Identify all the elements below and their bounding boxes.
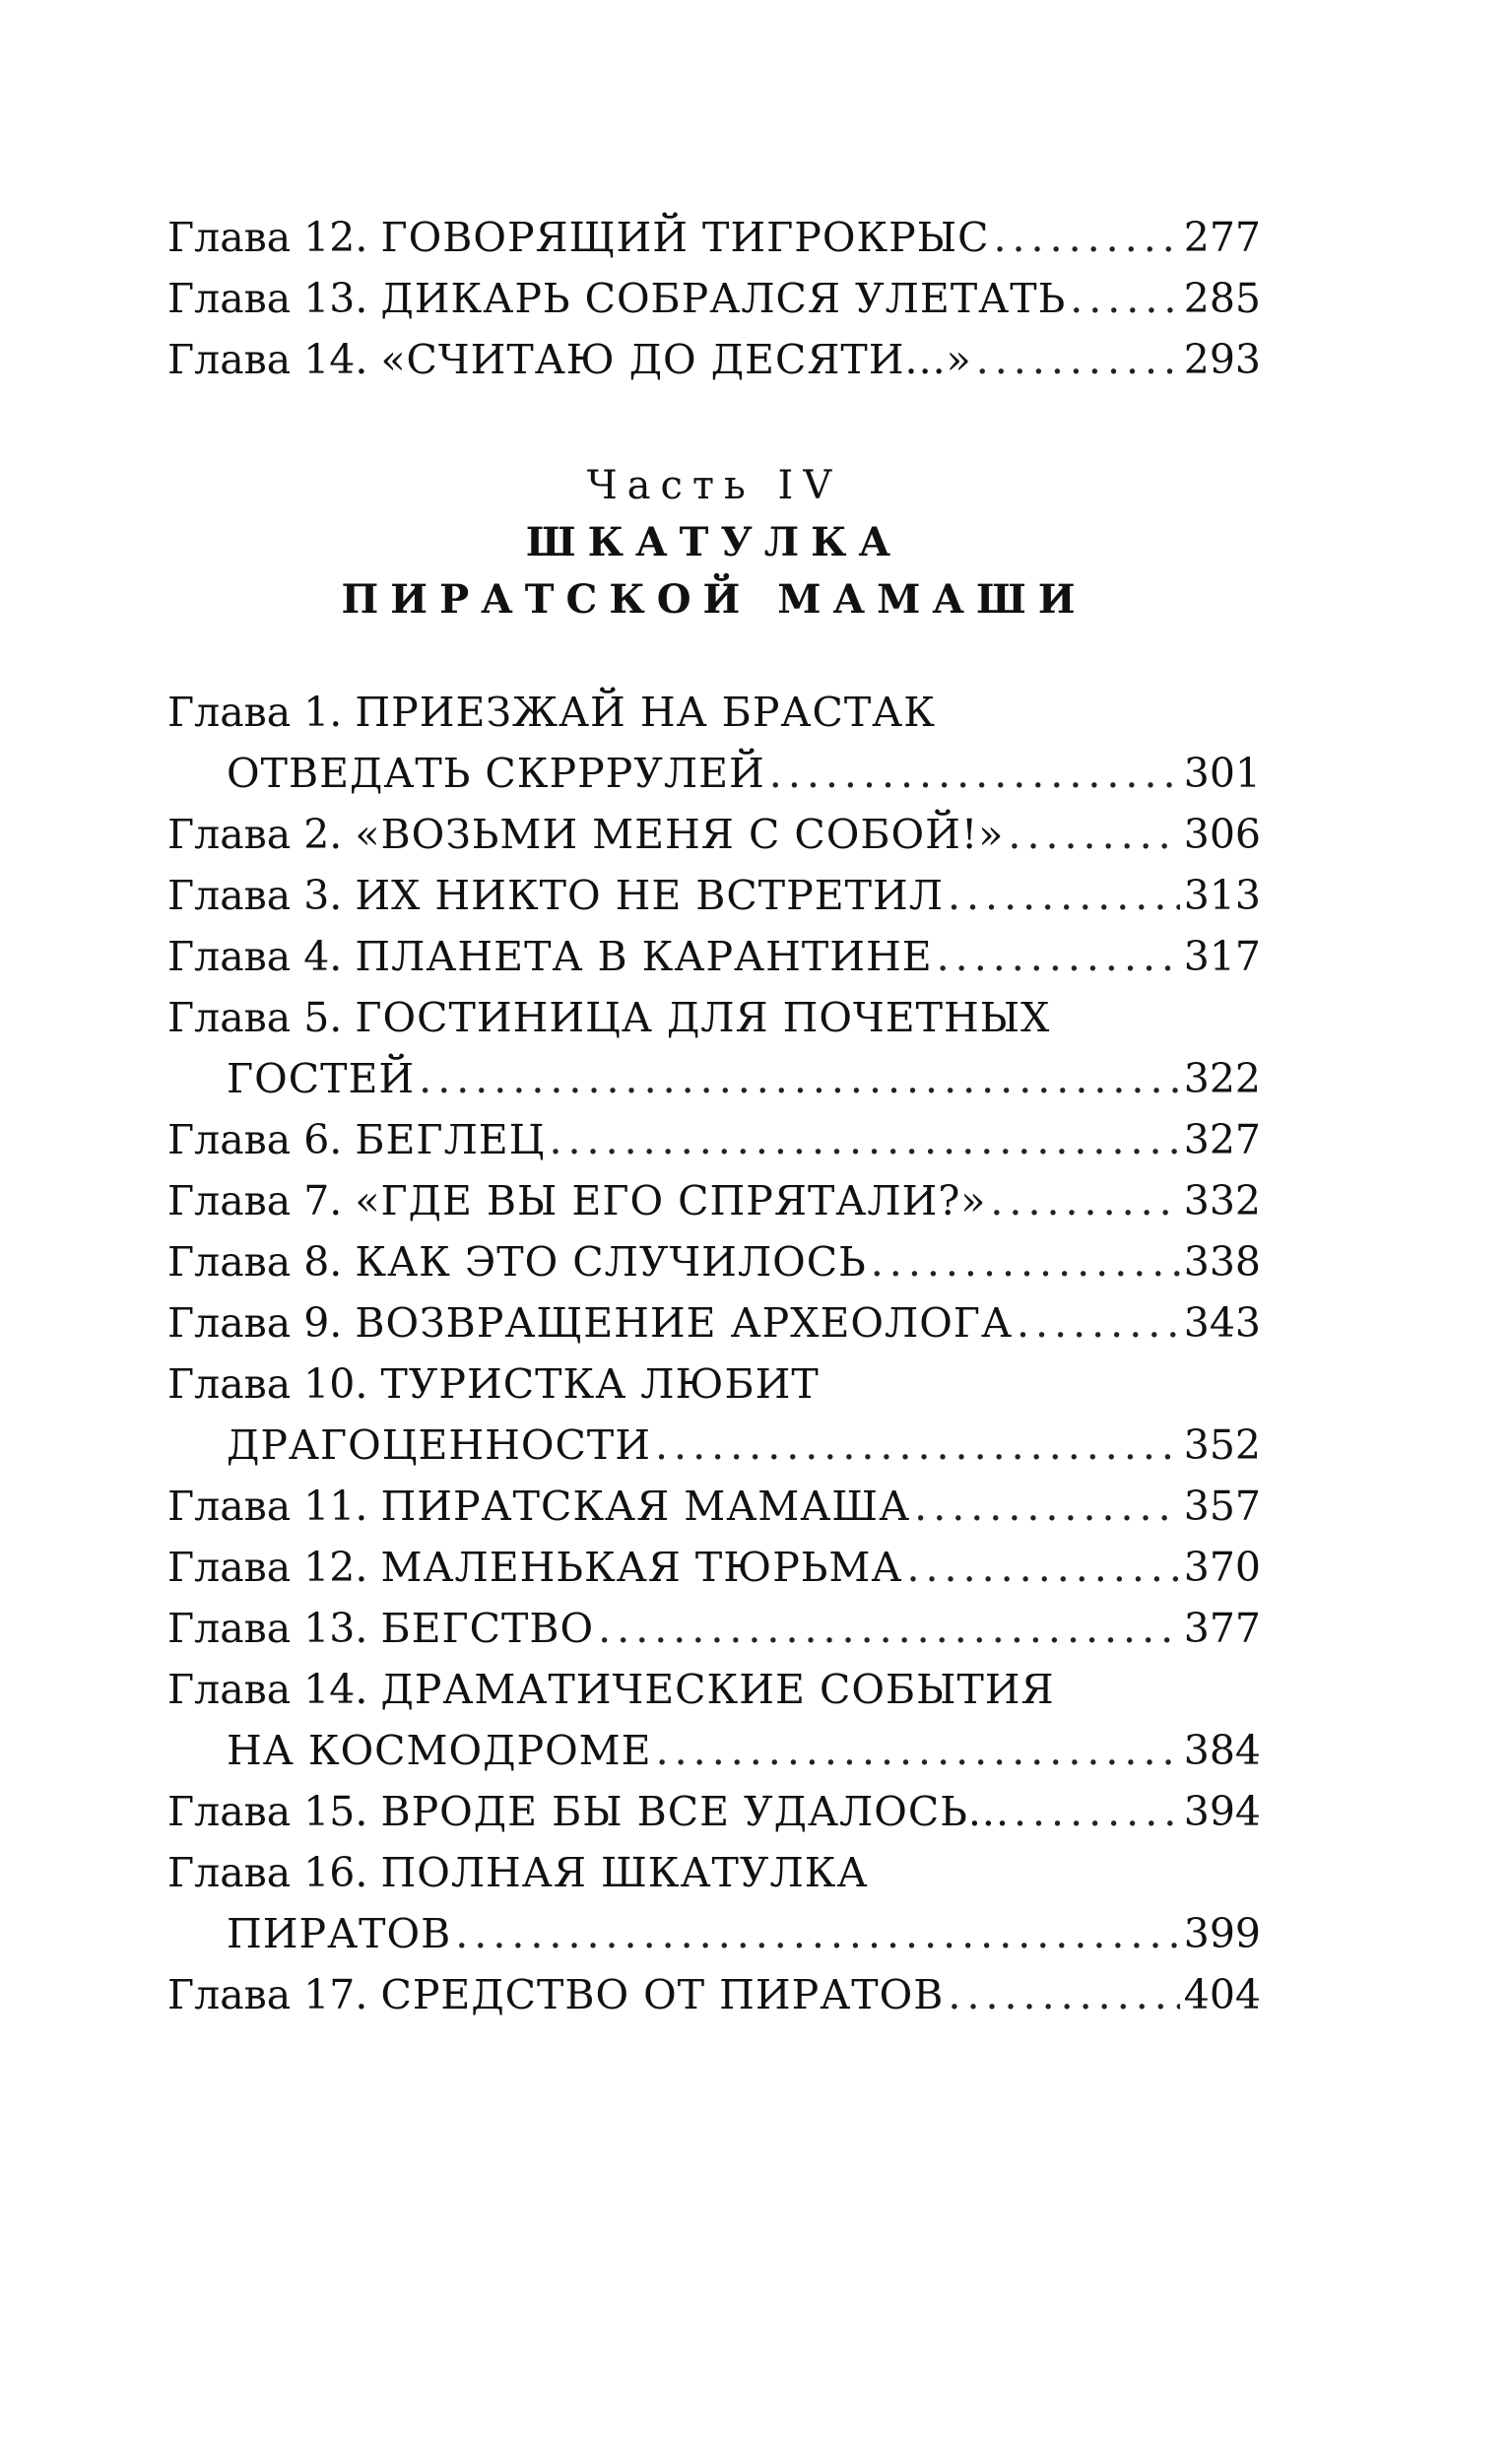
toc-entry-line — [167, 743, 1261, 804]
chapter-title: ВРОДЕ БЫ ВСЕ УДАЛОСЬ... — [380, 1788, 1010, 1835]
part-label: Часть IV — [586, 463, 842, 508]
dot-leader — [549, 1109, 1179, 1170]
chapter-title: МАЛЕНЬКАЯ ТЮРЬМА — [380, 1544, 903, 1591]
page-number: 306 — [1183, 811, 1261, 858]
page-number: 370 — [1183, 1544, 1261, 1591]
page-number: 399 — [1183, 1910, 1261, 1957]
chapter-title: ГОСТЕЙ — [227, 1055, 416, 1102]
toc-entry[interactable] — [167, 1170, 1261, 1231]
chapter-label: Глава 3. — [167, 872, 343, 919]
toc-entry[interactable] — [167, 1231, 1261, 1292]
chapter-label: Глава 11. — [167, 1483, 368, 1530]
chapter-label: Глава 13. — [167, 275, 368, 322]
toc-list-top — [167, 207, 1261, 390]
chapter-title: ВОЗВРАЩЕНИЕ АРХЕОЛОГА — [355, 1299, 1014, 1347]
toc-entry-line — [167, 1537, 1261, 1598]
toc-entry-line — [167, 1598, 1261, 1659]
toc-entry[interactable] — [167, 1354, 1261, 1476]
chapter-title: БЕГЛЕЦ — [355, 1116, 546, 1163]
dot-leader — [990, 1170, 1179, 1231]
page-number: 377 — [1183, 1605, 1261, 1652]
toc-entry[interactable] — [167, 865, 1261, 926]
dot-leader — [937, 926, 1180, 987]
chapter-label: Глава 2. — [167, 811, 343, 858]
page-number: 394 — [1183, 1788, 1261, 1835]
toc-entry-line — [167, 987, 1261, 1048]
toc-entry[interactable] — [167, 682, 1261, 804]
chapter-label: Глава 5. — [167, 994, 343, 1041]
toc-entry-line — [167, 804, 1261, 865]
toc-entry-line — [167, 329, 1261, 390]
chapter-label: Глава 1. — [167, 689, 343, 736]
chapter-title: ТУРИСТКА ЛЮБИТ — [380, 1360, 820, 1408]
toc-entry-line — [167, 1903, 1261, 1964]
page-number: 322 — [1183, 1055, 1261, 1102]
chapter-title: ПЛАНЕТА В КАРАНТИНЕ — [355, 933, 933, 980]
toc-entry[interactable] — [167, 1598, 1261, 1659]
chapter-label: Глава 12. — [167, 1544, 368, 1591]
chapter-title: СРЕДСТВО ОТ ПИРАТОВ — [380, 1971, 945, 2018]
dot-leader — [906, 1537, 1179, 1598]
toc-entry-line — [167, 926, 1261, 987]
page-number: 404 — [1183, 1971, 1261, 2018]
page-number: 317 — [1183, 933, 1261, 980]
page-number: 338 — [1183, 1238, 1261, 1286]
toc-entry[interactable] — [167, 207, 1261, 268]
part-title-line-2: ПИРАТСКОЙ МАМАШИ — [341, 576, 1087, 623]
toc-entry-line — [167, 1781, 1261, 1842]
toc-entry-line — [167, 1048, 1261, 1109]
chapter-label: Глава 8. — [167, 1238, 343, 1286]
page-number: 285 — [1183, 275, 1261, 322]
chapter-title: ПОЛНАЯ ШКАТУЛКА — [380, 1849, 869, 1896]
toc-list-part — [167, 682, 1261, 2025]
chapter-label: Глава 16. — [167, 1849, 368, 1896]
page-number: 313 — [1183, 872, 1261, 919]
dot-leader — [419, 1048, 1180, 1109]
dot-leader — [948, 1964, 1179, 2025]
toc-entry-line — [167, 1292, 1261, 1354]
toc-entry[interactable] — [167, 1476, 1261, 1537]
chapter-title: ИХ НИКТО НЕ ВСТРЕТИЛ — [355, 872, 944, 919]
dot-leader — [1014, 1781, 1180, 1842]
toc-entry-line — [167, 1231, 1261, 1292]
toc-entry[interactable] — [167, 1964, 1261, 2025]
toc-entry[interactable] — [167, 329, 1261, 390]
chapter-label: Глава 15. — [167, 1788, 368, 1835]
toc-entry-line — [167, 1170, 1261, 1231]
chapter-label: Глава 12. — [167, 214, 368, 261]
toc-entry-line — [167, 1415, 1261, 1476]
chapter-title: ПИРАТОВ — [227, 1910, 452, 1957]
chapter-label: Глава 10. — [167, 1360, 368, 1408]
dot-leader — [1070, 268, 1180, 329]
toc-entry[interactable] — [167, 804, 1261, 865]
chapter-title: «СЧИТАЮ ДО ДЕСЯТИ...» — [380, 336, 972, 383]
dot-leader — [993, 207, 1179, 268]
dot-leader — [976, 329, 1180, 390]
chapter-title: ПИРАТСКАЯ МАМАША — [380, 1483, 911, 1530]
chapter-label: Глава 17. — [167, 1971, 368, 2018]
toc-entry[interactable] — [167, 1659, 1261, 1781]
dot-leader — [948, 865, 1180, 926]
dot-leader — [1017, 1292, 1180, 1354]
toc-entry-line — [167, 207, 1261, 268]
chapter-label: Глава 6. — [167, 1116, 343, 1163]
toc-entry-line — [167, 268, 1261, 329]
toc-entry-line — [167, 1964, 1261, 2025]
toc-entry[interactable] — [167, 1537, 1261, 1598]
chapter-title: «ВОЗЬМИ МЕНЯ С СОБОЙ!» — [355, 811, 1005, 858]
page-number: 343 — [1183, 1299, 1261, 1347]
dot-leader — [656, 1720, 1180, 1781]
chapter-title: ГОСТИНИЦА ДЛЯ ПОЧЕТНЫХ — [355, 994, 1051, 1041]
part-title-line-1: ШКАТУЛКА — [525, 519, 903, 565]
chapter-title: КАК ЭТО СЛУЧИЛОСЬ — [355, 1238, 867, 1286]
page-number: 293 — [1183, 336, 1261, 383]
toc-entry[interactable] — [167, 1109, 1261, 1170]
page-number: 332 — [1183, 1177, 1261, 1224]
page-number: 384 — [1183, 1727, 1261, 1774]
dot-leader — [455, 1903, 1179, 1964]
dot-leader — [769, 743, 1180, 804]
chapter-title: ДИКАРЬ СОБРАЛСЯ УЛЕТАТЬ — [380, 275, 1067, 322]
toc-entry[interactable] — [167, 1292, 1261, 1354]
toc-entry[interactable] — [167, 987, 1261, 1109]
chapter-title: ДРАМАТИЧЕСКИЕ СОБЫТИЯ — [380, 1666, 1055, 1713]
chapter-title: БЕГСТВО — [380, 1605, 595, 1652]
chapter-title: ПРИЕЗЖАЙ НА БРАСТАК — [355, 689, 936, 736]
toc-page — [167, 207, 1261, 2025]
chapter-title: «ГДЕ ВЫ ЕГО СПРЯТАЛИ?» — [355, 1177, 987, 1224]
page-number: 352 — [1183, 1421, 1261, 1469]
chapter-label: Глава 9. — [167, 1299, 343, 1347]
page-number: 357 — [1183, 1483, 1261, 1530]
dot-leader — [1008, 804, 1179, 865]
dot-leader — [871, 1231, 1180, 1292]
toc-entry-line — [167, 865, 1261, 926]
toc-entry-line — [167, 1109, 1261, 1170]
dot-leader — [598, 1598, 1180, 1659]
chapter-title: ГОВОРЯЩИЙ ТИГРОКРЫС — [380, 214, 990, 261]
part-header — [167, 457, 1261, 628]
toc-entry[interactable] — [167, 1781, 1261, 1842]
page-number: 301 — [1183, 750, 1261, 797]
toc-entry-line — [167, 1354, 1261, 1415]
dot-leader — [655, 1415, 1180, 1476]
toc-entry[interactable] — [167, 268, 1261, 329]
page-number: 277 — [1183, 214, 1261, 261]
toc-entry-line — [167, 1842, 1261, 1903]
toc-entry-line — [167, 682, 1261, 743]
page-number: 327 — [1183, 1116, 1261, 1163]
toc-entry-line — [167, 1659, 1261, 1720]
chapter-title: ОТВЕДАТЬ СКРРРУЛЕЙ — [227, 750, 765, 797]
chapter-title: НА КОСМОДРОМЕ — [227, 1727, 652, 1774]
chapter-label: Глава 13. — [167, 1605, 368, 1652]
toc-entry-line — [167, 1476, 1261, 1537]
toc-entry[interactable] — [167, 1842, 1261, 1964]
chapter-title: ДРАГОЦЕННОСТИ — [227, 1421, 652, 1469]
toc-entry[interactable] — [167, 926, 1261, 987]
chapter-label: Глава 4. — [167, 933, 343, 980]
chapter-label: Глава 14. — [167, 336, 368, 383]
chapter-label: Глава 7. — [167, 1177, 343, 1224]
toc-entry-line — [167, 1720, 1261, 1781]
chapter-label: Глава 14. — [167, 1666, 368, 1713]
dot-leader — [914, 1476, 1180, 1537]
